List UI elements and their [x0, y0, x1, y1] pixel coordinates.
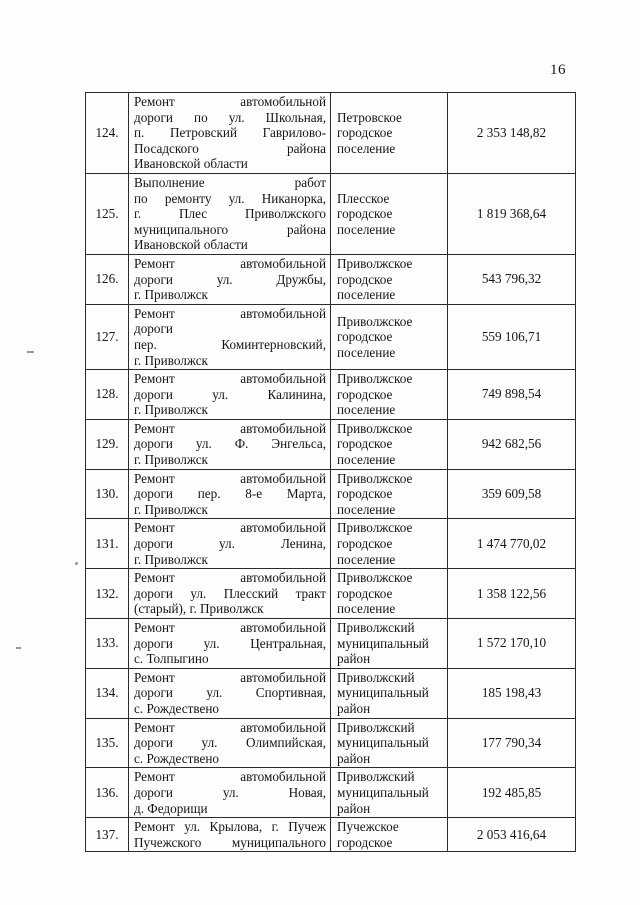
work-description-line: Ивановской области — [134, 237, 248, 253]
amount-cell: 942 682,56 — [481, 436, 542, 452]
municipality-cell — [331, 818, 448, 851]
work-description-line: Ремонт автомобильной — [134, 470, 326, 486]
row-number-cell: 136. — [86, 768, 129, 817]
table-row — [86, 420, 575, 470]
work-description-line: Ремонт автомобильной — [134, 520, 326, 536]
work-description-cell — [129, 93, 331, 173]
row-number-cell: 125. — [86, 174, 129, 254]
municipality-line: Петровское — [337, 109, 402, 125]
municipality-line: поселение — [337, 501, 396, 517]
work-description-cell — [129, 470, 331, 519]
work-description-line: г. Приволжск — [134, 402, 208, 418]
work-description-line: Ремонт автомобильной — [134, 570, 326, 586]
row-number-cell: 129. — [86, 420, 129, 469]
work-description-line: Выполнение работ — [134, 174, 326, 190]
municipality-line: городское — [337, 386, 393, 402]
work-description-line: с. Рождествено — [134, 700, 219, 716]
work-description-line: пер. Коминтерновский, — [134, 336, 326, 352]
municipality-line: поселение — [337, 344, 396, 360]
work-description-line: г. Приволжск — [134, 551, 208, 567]
work-description-line: Ремонт ул. Крылова, г. Пучеж — [134, 819, 326, 835]
municipality-line: Приволжское — [337, 470, 413, 486]
table-row — [86, 768, 575, 818]
scan-speck — [27, 351, 34, 353]
table-row — [86, 255, 575, 305]
municipality-line: поселение — [337, 551, 396, 567]
municipality-line: городское — [337, 329, 393, 345]
municipality-cell — [331, 768, 448, 817]
municipality-line: Приволжское — [337, 255, 413, 271]
municipality-line: городское — [337, 271, 393, 287]
municipality-line: городское — [337, 834, 393, 850]
work-description-cell — [129, 305, 331, 369]
row-number-cell: 131. — [86, 519, 129, 568]
municipality-cell — [331, 569, 448, 618]
work-description-line: г. Приволжск — [134, 287, 208, 303]
work-description-cell — [129, 519, 331, 568]
work-description-line: г. Приволжск — [134, 352, 208, 368]
work-description-line: д. Федорищи — [134, 800, 208, 816]
municipality-line: Приволжское — [337, 371, 413, 387]
work-description-line: Пучежского муниципального — [134, 834, 326, 850]
municipality-line: Приволжский — [337, 769, 415, 785]
municipality-line: Приволжский — [337, 719, 415, 735]
row-number-cell: 133. — [86, 619, 129, 668]
table-row — [86, 93, 575, 174]
scan-speck — [75, 562, 78, 565]
municipality-line: городское — [337, 206, 393, 222]
municipality-line: муниципальный — [337, 635, 429, 651]
work-description-line: Ремонт автомобильной — [134, 305, 326, 321]
row-number-cell: 135. — [86, 719, 129, 768]
municipality-cell — [331, 420, 448, 469]
work-description-cell — [129, 370, 331, 419]
work-description-line: п. Петровский Гаврилово- — [134, 125, 326, 141]
amount-cell: 1 572 170,10 — [476, 635, 547, 651]
table-row — [86, 305, 575, 370]
table-row — [86, 174, 575, 255]
municipality-cell — [331, 619, 448, 668]
municipality-line: поселение — [337, 601, 396, 617]
municipality-line: Приволжское — [337, 313, 413, 329]
page-number: 16 — [550, 62, 566, 78]
municipality-line: муниципальный — [337, 735, 429, 751]
municipality-line: поселение — [337, 140, 396, 156]
amount-cell: 559 106,71 — [481, 328, 542, 344]
row-number-cell: 137. — [86, 818, 129, 851]
work-description-line: (старый), г. Приволжск — [134, 601, 264, 617]
municipality-line: Приволжское — [337, 520, 413, 536]
amount-cell: 192 485,85 — [481, 784, 542, 800]
table-row — [86, 818, 575, 851]
amount-cell: 1 819 368,64 — [476, 205, 547, 221]
work-description-cell — [129, 569, 331, 618]
municipality-cell — [331, 669, 448, 718]
road-repair-works-table — [85, 92, 576, 852]
work-description-line: дороги ул. Центральная, — [134, 635, 326, 651]
municipality-line: Приволжское — [337, 570, 413, 586]
municipality-cell — [331, 519, 448, 568]
row-number-cell: 134. — [86, 669, 129, 718]
work-description-line: дороги пер. 8-е Марта, — [134, 486, 326, 502]
row-number-cell: 130. — [86, 470, 129, 519]
work-description-line: дороги ул. Новая, — [134, 784, 326, 800]
work-description-line: дороги ул. Олимпийская, — [134, 735, 326, 751]
amount-cell: 543 796,32 — [481, 271, 542, 287]
municipality-line: Приволжский — [337, 669, 415, 685]
work-description-cell — [129, 669, 331, 718]
amount-cell: 2 053 416,64 — [476, 826, 547, 842]
municipality-line: поселение — [337, 402, 396, 418]
amount-cell: 1 474 770,02 — [476, 535, 547, 551]
work-description-line: г. Плес Приволжского — [134, 206, 326, 222]
amount-cell: 2 353 148,82 — [476, 124, 547, 140]
municipality-cell — [331, 719, 448, 768]
amount-cell: 359 609,58 — [481, 486, 542, 502]
municipality-line: поселение — [337, 287, 396, 303]
work-description-line: Посадского района — [134, 140, 326, 156]
municipality-line: муниципальный — [337, 784, 429, 800]
municipality-cell — [331, 370, 448, 419]
row-number-cell: 124. — [86, 93, 129, 173]
municipality-cell — [331, 255, 448, 304]
work-description-cell — [129, 619, 331, 668]
municipality-line: поселение — [337, 221, 396, 237]
municipality-line: район — [337, 800, 371, 816]
work-description-cell — [129, 420, 331, 469]
work-description-cell — [129, 719, 331, 768]
work-description-line: Ремонт автомобильной — [134, 420, 326, 436]
municipality-cell — [331, 174, 448, 254]
work-description-line: дороги — [134, 321, 173, 337]
table-row — [86, 370, 575, 420]
municipality-line: Приволжское — [337, 420, 413, 436]
work-description-line: дороги ул. Ленина, — [134, 536, 326, 552]
municipality-line: Плесское — [337, 190, 390, 206]
row-number-cell: 132. — [86, 569, 129, 618]
work-description-line: дороги ул. Спортивная, — [134, 685, 326, 701]
work-description-cell — [129, 174, 331, 254]
municipality-cell — [331, 93, 448, 173]
work-description-line: дороги по ул. Школьная, — [134, 109, 326, 125]
amount-cell: 749 898,54 — [481, 386, 542, 402]
work-description-line: Ремонт автомобильной — [134, 94, 326, 109]
work-description-line: с. Рождествено — [134, 750, 219, 766]
work-description-line: г. Приволжск — [134, 452, 208, 468]
municipality-cell — [331, 305, 448, 369]
municipality-line: муниципальный — [337, 685, 429, 701]
work-description-line: Ремонт автомобильной — [134, 255, 326, 271]
municipality-line: городское — [337, 536, 393, 552]
municipality-line: район — [337, 700, 371, 716]
work-description-line: дороги ул. Дружбы, — [134, 271, 326, 287]
row-number-cell: 128. — [86, 370, 129, 419]
work-description-line: с. Толпыгино — [134, 651, 209, 667]
table-row — [86, 719, 575, 769]
municipality-line: район — [337, 651, 371, 667]
amount-cell: 185 198,43 — [481, 685, 542, 701]
row-number-cell: 127. — [86, 305, 129, 369]
row-number-cell: 126. — [86, 255, 129, 304]
work-description-line: дороги ул. Ф. Энгельса, — [134, 436, 326, 452]
municipality-cell — [331, 470, 448, 519]
work-description-line: Ремонт автомобильной — [134, 620, 326, 635]
work-description-cell — [129, 255, 331, 304]
amount-cell: 1 358 122,56 — [476, 585, 547, 601]
municipality-line: Пучежское — [337, 819, 399, 835]
work-description-line: Ремонт автомобильной — [134, 669, 326, 685]
table-row — [86, 619, 575, 669]
municipality-line: городское — [337, 585, 393, 601]
work-description-line: г. Приволжск — [134, 501, 208, 517]
scan-speck — [16, 647, 21, 649]
work-description-line: по ремонту ул. Никанорка, — [134, 190, 326, 206]
municipality-line: поселение — [337, 452, 396, 468]
work-description-line: дороги ул. Калинина, — [134, 386, 326, 402]
work-description-cell — [129, 818, 331, 851]
work-description-line: Ремонт автомобильной — [134, 719, 326, 735]
table-row — [86, 519, 575, 569]
municipality-line: район — [337, 750, 371, 766]
work-description-line: Ремонт автомобильной — [134, 769, 326, 785]
table-row — [86, 569, 575, 619]
table-row — [86, 669, 575, 719]
work-description-line: дороги ул. Плесский тракт — [134, 585, 326, 601]
work-description-cell — [129, 768, 331, 817]
work-description-line: муниципального района — [134, 221, 326, 237]
table-row — [86, 470, 575, 520]
work-description-line: Ремонт автомобильной — [134, 371, 326, 387]
amount-cell: 177 790,34 — [481, 734, 542, 750]
work-description-line: Ивановской области — [134, 156, 248, 172]
municipality-line: Приволжский — [337, 620, 415, 635]
municipality-line: городское — [337, 125, 393, 141]
municipality-line: городское — [337, 486, 393, 502]
municipality-line: городское — [337, 436, 393, 452]
